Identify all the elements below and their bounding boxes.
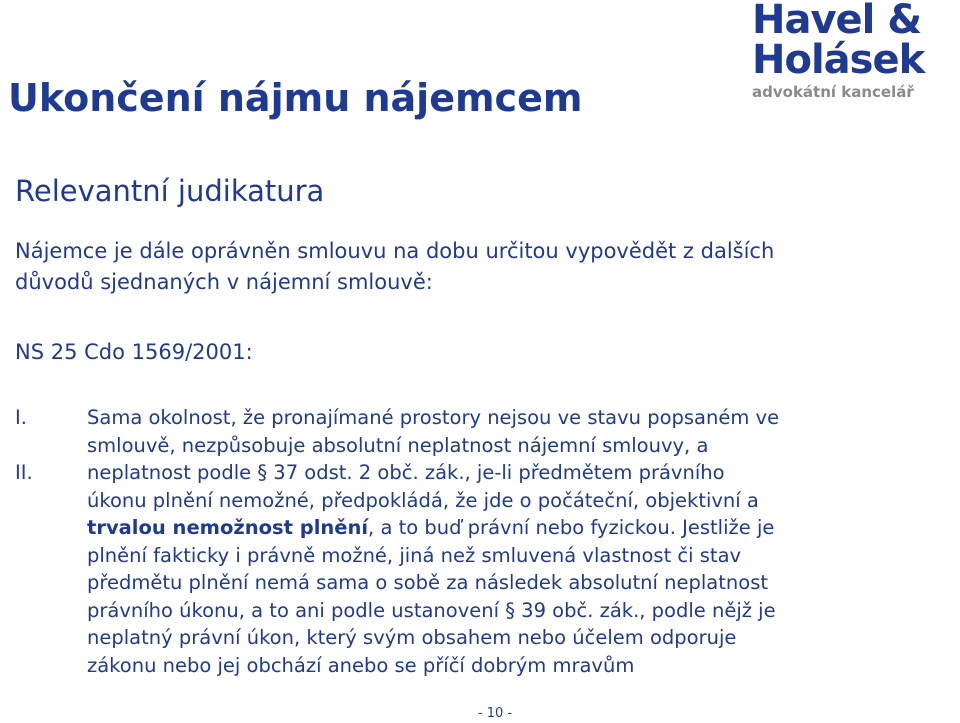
list-item-line: úkonu plnění nemožné, předpokládá, že jde o počáteční, objektivní a <box>87 488 759 512</box>
numbered-list <box>15 404 945 679</box>
list-item-line: Sama okolnost, že pronajímané prostory nejsou ve stavu popsaném ve <box>87 406 780 429</box>
list-item-1 <box>15 404 945 459</box>
list-item-line-rest: , a to buď právní nebo fyzickou. Jestliže je <box>368 516 775 539</box>
case-reference: NS 25 Cdo 1569/2001: <box>15 340 253 364</box>
list-item-number: I. <box>15 406 27 429</box>
list-item-line: plnění fakticky i právně možné, jiná než smluvená vlastnost či stav <box>87 543 742 567</box>
slide-subtitle: Relevantní judikatura <box>15 174 325 208</box>
slide-title: Ukončení nájmu nájemcem <box>8 76 583 120</box>
logo-line-2: Holásek <box>752 37 925 83</box>
emphasis-text: trvalou nemožnost plnění <box>87 516 369 539</box>
intro-line-1: Nájemce je dále oprávněn smlouvu na dobu určitou vypovědět z dalších <box>15 239 775 263</box>
intro-paragraph <box>15 236 915 298</box>
list-item-line: neplatnost podle § 37 odst. 2 obč. zák., je-li předmětem právního <box>87 461 725 484</box>
logo-tagline: advokátní kancelář <box>752 83 914 101</box>
intro-line-2: důvodů sjednaných v nájemní smlouvě: <box>15 270 433 294</box>
list-item-line: zákonu nebo jej obchází anebo se příčí dobrým mravům <box>87 653 635 677</box>
list-item-line <box>87 514 945 542</box>
list-item-number: II. <box>15 461 33 484</box>
list-item-line: předmětu plnění nemá sama o sobě za následek absolutní neplatnost <box>87 571 768 594</box>
list-item-line: smlouvě, nezpůsobuje absolutní neplatnost nájemní smlouvy, a <box>87 433 709 457</box>
list-item-line: neplatný právní úkon, který svým obsahem nebo účelem odporuje <box>87 626 737 649</box>
page-number: - 10 - <box>477 706 513 721</box>
list-item-line: právního úkonu, a to ani podle ustanovení § 39 obč. zák., podle nějž je <box>87 598 776 622</box>
list-item-2 <box>15 459 945 679</box>
logo-line-1: Havel & <box>752 0 922 43</box>
company-logo <box>752 0 952 102</box>
